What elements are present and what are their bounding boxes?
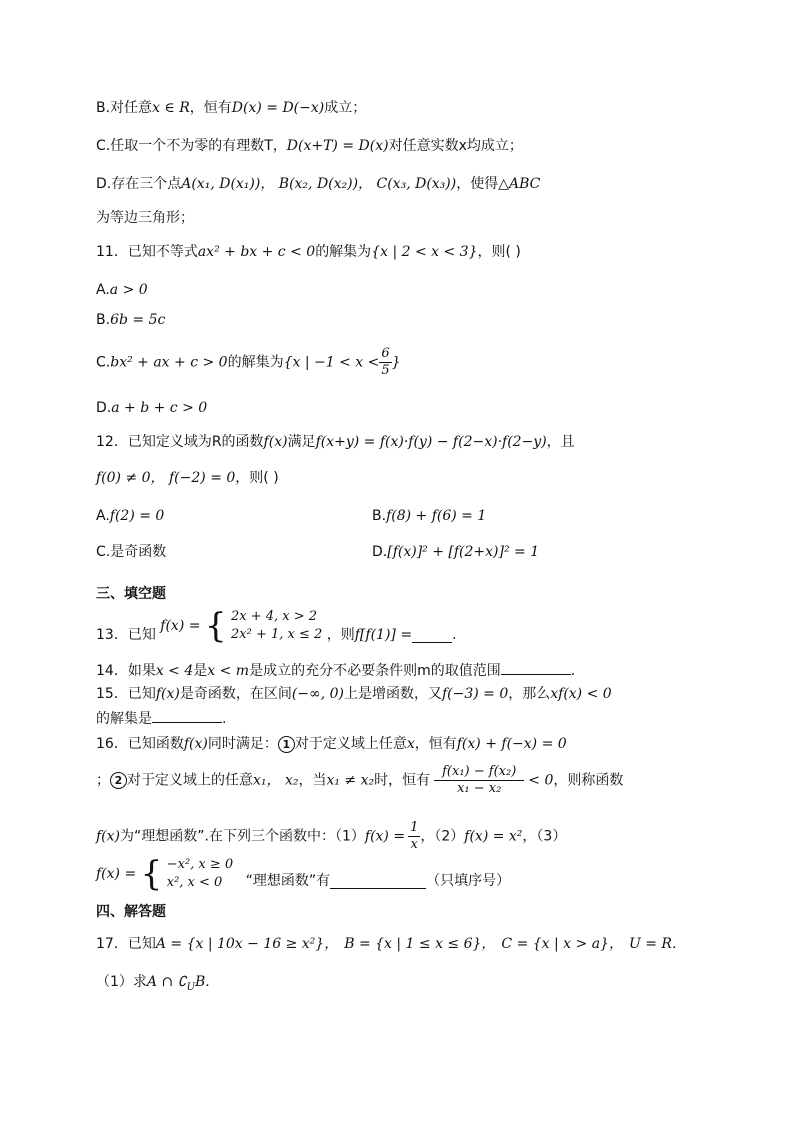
math-expr: a + b + c > 0 bbox=[111, 400, 208, 416]
numerator: f(x₁) − f(x₂) bbox=[434, 764, 524, 781]
math-expr: x₁， x₂ bbox=[253, 772, 299, 789]
question-15 bbox=[96, 684, 612, 704]
math-expr: △ABC bbox=[498, 176, 541, 192]
text: 11．已知不等式 bbox=[96, 244, 198, 260]
text: 是 bbox=[193, 663, 208, 679]
text: 是奇函数，在区间 bbox=[179, 686, 292, 702]
question-16-cont2 bbox=[96, 820, 566, 853]
text: . bbox=[570, 663, 576, 679]
option-10-d-cont: 为等边三角形； bbox=[96, 210, 194, 226]
math-expr: f(x) bbox=[96, 828, 121, 845]
text: ，恒有 bbox=[189, 100, 232, 116]
math-expr: D(x+T) = D(x) bbox=[286, 138, 389, 154]
math-expr: B. bbox=[195, 974, 210, 990]
circled-number: 2 bbox=[110, 772, 127, 789]
math-expr: x bbox=[406, 736, 415, 752]
numerator: 1 bbox=[410, 820, 419, 835]
text: 14．如果 bbox=[96, 663, 156, 679]
option-12-a bbox=[96, 506, 164, 526]
question-16-cont bbox=[96, 764, 623, 797]
numerator: 6 bbox=[381, 346, 390, 361]
text: （1）求 bbox=[96, 974, 147, 990]
text: 时，恒有 bbox=[374, 772, 431, 789]
text: 13．已知 bbox=[96, 627, 156, 643]
text: 成立； bbox=[324, 100, 367, 116]
math-expr: U = R. bbox=[628, 936, 677, 952]
math-expr: f(2) = 0 bbox=[109, 508, 165, 524]
question-16 bbox=[96, 734, 567, 754]
option-label: B. bbox=[372, 508, 387, 524]
text: ，那么 bbox=[508, 686, 551, 702]
denominator: 5 bbox=[381, 363, 390, 378]
math-expr: ax² + bx + c < 0 bbox=[197, 244, 316, 260]
text: 对任意实数x均成立； bbox=[388, 138, 523, 154]
math-expr: f(x+y) = f(x)·f(y) − f(2−x)·f(2−y) bbox=[315, 434, 547, 450]
math-expr: {x | −1 < x < bbox=[283, 354, 380, 371]
fraction bbox=[379, 346, 391, 379]
text: ，恒有 bbox=[414, 736, 457, 752]
text: “理想函数”有 bbox=[245, 873, 331, 889]
math-expr: A = {x | 10x − 16 ≥ x²}， bbox=[155, 936, 339, 952]
math-expr: C = {x | x > a}， bbox=[501, 936, 623, 952]
math-expr: f(x) = bbox=[160, 618, 201, 634]
question-17 bbox=[96, 934, 676, 954]
answer-blank[interactable] bbox=[152, 708, 222, 723]
math-expr: f(x) bbox=[183, 736, 208, 752]
answer-blank[interactable] bbox=[330, 874, 426, 889]
text: 同时满足： bbox=[207, 736, 278, 752]
piecewise bbox=[167, 856, 233, 892]
option-12-b bbox=[372, 506, 486, 526]
text: ； bbox=[96, 772, 110, 789]
text: C.任取一个不为零的有理数T， bbox=[96, 138, 287, 154]
math-expr: f(x) = bbox=[96, 866, 137, 882]
option-12-d bbox=[372, 542, 539, 562]
option-label: C. bbox=[96, 354, 111, 371]
option-11-a bbox=[96, 280, 148, 300]
case-1: −x², x ≥ 0 bbox=[166, 857, 234, 872]
section-heading: 三、填空题 bbox=[96, 586, 166, 602]
math-expr: a > 0 bbox=[109, 282, 148, 298]
text: ，则( ) bbox=[477, 244, 521, 260]
option-label: A. bbox=[96, 282, 110, 298]
math-expr: f(−3) = 0 bbox=[441, 686, 509, 702]
text: 对于定义域上任意 bbox=[294, 736, 407, 752]
text: . bbox=[452, 627, 457, 643]
math-expr: A ∩ ∁ bbox=[146, 974, 187, 990]
text: 的解集是 bbox=[96, 711, 152, 727]
case-1: 2x + 4, x > 2 bbox=[231, 609, 318, 624]
text: 15．已知 bbox=[96, 686, 156, 702]
math-expr: } bbox=[391, 354, 401, 371]
option-label: D. bbox=[372, 544, 388, 560]
fraction bbox=[434, 764, 524, 797]
option-10-c bbox=[96, 136, 523, 156]
answer-blank[interactable] bbox=[412, 628, 452, 643]
text: （只填序号） bbox=[426, 873, 511, 889]
option-12-c: C.是奇函数 bbox=[96, 544, 167, 560]
math-expr: {x | 2 < x < 3} bbox=[371, 244, 478, 260]
math-expr: B = {x | 1 ≤ x ≤ 6}， bbox=[344, 936, 496, 952]
answer-blank[interactable] bbox=[501, 660, 571, 675]
case-2: x², x < 0 bbox=[166, 875, 223, 890]
text: D.存在三个点 bbox=[96, 176, 182, 192]
circled-number: 1 bbox=[278, 736, 295, 753]
text: ，则称函数 bbox=[553, 772, 624, 789]
question-12 bbox=[96, 432, 575, 452]
text: ，使得 bbox=[456, 176, 499, 192]
question-15-cont bbox=[96, 708, 226, 729]
section-heading: 四、解答题 bbox=[96, 904, 166, 920]
math-expr: x₁ ≠ x₂ bbox=[326, 772, 375, 789]
question-12-cont bbox=[96, 468, 279, 488]
math-expr: f(x) = bbox=[364, 828, 406, 845]
text: 16．已知函数 bbox=[96, 736, 184, 752]
piecewise bbox=[231, 608, 322, 644]
math-expr: f(8) + f(6) = 1 bbox=[386, 508, 487, 524]
math-expr: f(x) bbox=[263, 434, 288, 450]
text: ，且 bbox=[546, 434, 575, 450]
math-expr: A(x₁, D(x₁))， B(x₂, D(x₂))， C(x₃, D(x₃)) bbox=[181, 176, 457, 192]
left-brace: { bbox=[140, 854, 163, 894]
text: 上是增函数，又 bbox=[343, 686, 442, 702]
math-expr: xf(x) < 0 bbox=[550, 686, 612, 702]
text: ，（3） bbox=[522, 828, 567, 845]
math-expr: f[f(1)] = bbox=[354, 627, 413, 643]
math-expr: x < m bbox=[207, 663, 250, 679]
text: 对于定义域上的任意 bbox=[127, 772, 253, 789]
text: 12．已知定义域为R的函数 bbox=[96, 434, 264, 450]
left-brace: { bbox=[204, 606, 227, 646]
math-expr: f(x) bbox=[155, 686, 180, 702]
math-expr: x < 4 bbox=[155, 663, 194, 679]
math-expr: x ∈ R bbox=[152, 100, 190, 116]
option-10-d bbox=[96, 174, 540, 194]
question-17-part-1 bbox=[96, 972, 210, 998]
math-expr: f(0) ≠ 0， f(−2) = 0 bbox=[96, 470, 236, 486]
question-13 bbox=[96, 608, 457, 644]
case-2: 2x² + 1, x ≤ 2 bbox=[231, 627, 323, 642]
option-label: D. bbox=[96, 400, 112, 416]
option-label: A. bbox=[96, 508, 110, 524]
text: ，则 bbox=[326, 627, 355, 643]
text: ，当 bbox=[298, 772, 327, 789]
question-14 bbox=[96, 660, 575, 681]
question-16-cont3 bbox=[96, 856, 510, 892]
text: 为“理想函数”.在下列三个函数中：（1） bbox=[120, 828, 365, 845]
question-11 bbox=[96, 242, 521, 262]
math-expr: bx² + ax + c > 0 bbox=[110, 354, 228, 371]
text: 的解集为 bbox=[315, 244, 372, 260]
denominator: x₁ − x₂ bbox=[457, 781, 502, 796]
option-10-b bbox=[96, 98, 366, 118]
text: 的解集为 bbox=[227, 354, 284, 371]
math-expr: [f(x)]² + [f(2+x)]² = 1 bbox=[387, 544, 540, 560]
math-expr: D(x) = D(−x) bbox=[231, 100, 325, 116]
math-expr: (−∞, 0) bbox=[291, 686, 344, 702]
text: ，（2） bbox=[420, 828, 465, 845]
option-11-b bbox=[96, 310, 165, 330]
math-expr: 6b = 5c bbox=[110, 312, 166, 328]
option-11-d bbox=[96, 398, 207, 418]
option-11-c bbox=[96, 346, 401, 379]
text: 是成立的充分不必要条件则m的取值范围 bbox=[249, 663, 501, 679]
text: 17．已知 bbox=[96, 936, 156, 952]
math-expr: < 0 bbox=[528, 772, 554, 789]
option-label: B.对任意 bbox=[96, 100, 153, 116]
fraction bbox=[408, 820, 420, 853]
math-expr: f(x) = x² bbox=[464, 828, 523, 845]
text: ，则( ) bbox=[235, 470, 279, 486]
text: 满足 bbox=[287, 434, 316, 450]
math-subscript: U bbox=[186, 981, 196, 993]
option-label: B. bbox=[96, 312, 111, 328]
math-expr: f(x) + f(−x) = 0 bbox=[456, 736, 567, 752]
text: . bbox=[222, 711, 227, 727]
denominator: x bbox=[410, 837, 418, 852]
